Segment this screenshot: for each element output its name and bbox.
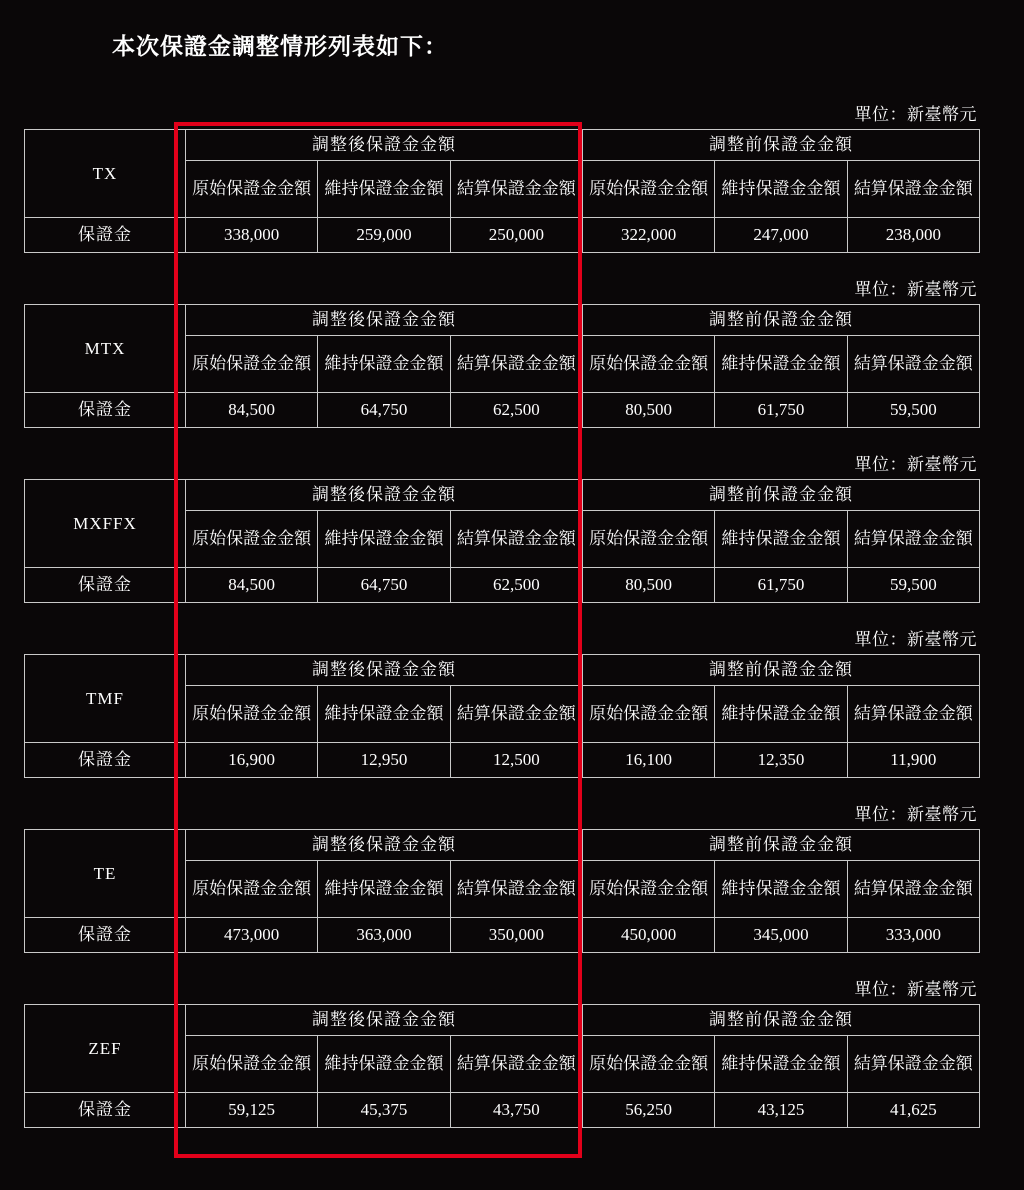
col-header-before-initial: 原始保證金金額 <box>582 861 714 918</box>
col-header-after-maintenance: 維持保證金金額 <box>318 336 450 393</box>
value-after-settlement: 250,000 <box>450 218 582 253</box>
value-after-initial: 84,500 <box>186 568 318 603</box>
col-header-after-maintenance: 維持保證金金額 <box>318 1036 450 1093</box>
col-header-before-settlement: 結算保證金金額 <box>847 1036 979 1093</box>
col-header-before-initial: 原始保證金金額 <box>582 686 714 743</box>
col-header-before-maintenance: 維持保證金金額 <box>715 686 847 743</box>
value-after-initial: 59,125 <box>186 1093 318 1128</box>
margin-table <box>24 479 980 603</box>
unit-label: 單位：新臺幣元 <box>854 980 977 999</box>
value-after-maintenance: 259,000 <box>318 218 450 253</box>
value-before-settlement: 59,500 <box>847 568 979 603</box>
group-header-after: 調整後保證金金額 <box>186 130 583 161</box>
value-before-initial: 80,500 <box>582 393 714 428</box>
value-before-maintenance: 61,750 <box>715 568 847 603</box>
unit-label: 單位：新臺幣元 <box>854 105 977 124</box>
value-after-settlement: 12,500 <box>450 743 582 778</box>
table-row <box>25 655 980 686</box>
col-header-before-settlement: 結算保證金金額 <box>847 686 979 743</box>
margin-table-block <box>24 975 980 1128</box>
group-header-before: 調整前保證金金額 <box>582 305 979 336</box>
margin-tables-container <box>24 100 980 1150</box>
col-header-before-initial: 原始保證金金額 <box>582 511 714 568</box>
col-header-before-settlement: 結算保證金金額 <box>847 336 979 393</box>
value-after-maintenance: 64,750 <box>318 568 450 603</box>
value-after-settlement: 62,500 <box>450 568 582 603</box>
value-before-maintenance: 345,000 <box>715 918 847 953</box>
value-after-maintenance: 64,750 <box>318 393 450 428</box>
value-after-initial: 338,000 <box>186 218 318 253</box>
row-label: 保證金 <box>25 1093 186 1128</box>
row-label: 保證金 <box>25 218 186 253</box>
value-before-maintenance: 247,000 <box>715 218 847 253</box>
col-header-before-initial: 原始保證金金額 <box>582 1036 714 1093</box>
table-row <box>25 218 980 253</box>
value-after-initial: 16,900 <box>186 743 318 778</box>
margin-table <box>24 304 980 428</box>
margin-table-block <box>24 450 980 603</box>
value-after-maintenance: 45,375 <box>318 1093 450 1128</box>
value-after-settlement: 350,000 <box>450 918 582 953</box>
value-before-maintenance: 12,350 <box>715 743 847 778</box>
table-row <box>25 130 980 161</box>
col-header-after-initial: 原始保證金金額 <box>186 336 318 393</box>
table-row <box>25 743 980 778</box>
col-header-before-settlement: 結算保證金金額 <box>847 861 979 918</box>
col-header-after-settlement: 結算保證金金額 <box>450 686 582 743</box>
table-row <box>25 568 980 603</box>
unit-label: 單位：新臺幣元 <box>854 280 977 299</box>
value-after-maintenance: 363,000 <box>318 918 450 953</box>
value-after-initial: 473,000 <box>186 918 318 953</box>
margin-table <box>24 829 980 953</box>
unit-label: 單位：新臺幣元 <box>854 630 977 649</box>
group-header-after: 調整後保證金金額 <box>186 1005 583 1036</box>
col-header-before-maintenance: 維持保證金金額 <box>715 336 847 393</box>
col-header-before-settlement: 結算保證金金額 <box>847 161 979 218</box>
col-header-before-maintenance: 維持保證金金額 <box>715 861 847 918</box>
table-row <box>25 918 980 953</box>
margin-table <box>24 129 980 253</box>
col-header-after-initial: 原始保證金金額 <box>186 161 318 218</box>
unit-label: 單位：新臺幣元 <box>854 455 977 474</box>
group-header-after: 調整後保證金金額 <box>186 480 583 511</box>
value-after-initial: 84,500 <box>186 393 318 428</box>
value-after-settlement: 43,750 <box>450 1093 582 1128</box>
symbol-cell: MTX <box>25 305 186 393</box>
value-before-maintenance: 43,125 <box>715 1093 847 1128</box>
group-header-before: 調整前保證金金額 <box>582 1005 979 1036</box>
value-before-maintenance: 61,750 <box>715 393 847 428</box>
value-before-settlement: 333,000 <box>847 918 979 953</box>
unit-label: 單位：新臺幣元 <box>854 805 977 824</box>
col-header-before-initial: 原始保證金金額 <box>582 336 714 393</box>
row-label: 保證金 <box>25 743 186 778</box>
value-before-initial: 450,000 <box>582 918 714 953</box>
group-header-before: 調整前保證金金額 <box>582 655 979 686</box>
symbol-cell: ZEF <box>25 1005 186 1093</box>
col-header-before-maintenance: 維持保證金金額 <box>715 161 847 218</box>
margin-table-block <box>24 800 980 953</box>
group-header-after: 調整後保證金金額 <box>186 830 583 861</box>
col-header-after-settlement: 結算保證金金額 <box>450 861 582 918</box>
value-before-settlement: 41,625 <box>847 1093 979 1128</box>
symbol-cell: MXFFX <box>25 480 186 568</box>
table-row <box>25 1005 980 1036</box>
value-before-settlement: 11,900 <box>847 743 979 778</box>
value-before-initial: 80,500 <box>582 568 714 603</box>
table-row <box>25 393 980 428</box>
col-header-after-maintenance: 維持保證金金額 <box>318 686 450 743</box>
group-header-after: 調整後保證金金額 <box>186 305 583 336</box>
margin-table-block <box>24 275 980 428</box>
value-before-settlement: 59,500 <box>847 393 979 428</box>
symbol-cell: TE <box>25 830 186 918</box>
col-header-after-maintenance: 維持保證金金額 <box>318 861 450 918</box>
col-header-before-settlement: 結算保證金金額 <box>847 511 979 568</box>
col-header-after-maintenance: 維持保證金金額 <box>318 161 450 218</box>
col-header-after-initial: 原始保證金金額 <box>186 511 318 568</box>
group-header-before: 調整前保證金金額 <box>582 130 979 161</box>
group-header-before: 調整前保證金金額 <box>582 480 979 511</box>
row-label: 保證金 <box>25 568 186 603</box>
value-after-settlement: 62,500 <box>450 393 582 428</box>
symbol-cell: TX <box>25 130 186 218</box>
value-before-initial: 322,000 <box>582 218 714 253</box>
value-before-initial: 56,250 <box>582 1093 714 1128</box>
col-header-after-initial: 原始保證金金額 <box>186 686 318 743</box>
group-header-after: 調整後保證金金額 <box>186 655 583 686</box>
margin-table <box>24 654 980 778</box>
value-after-maintenance: 12,950 <box>318 743 450 778</box>
col-header-after-initial: 原始保證金金額 <box>186 1036 318 1093</box>
col-header-before-maintenance: 維持保證金金額 <box>715 1036 847 1093</box>
col-header-after-settlement: 結算保證金金額 <box>450 511 582 568</box>
col-header-after-maintenance: 維持保證金金額 <box>318 511 450 568</box>
col-header-before-maintenance: 維持保證金金額 <box>715 511 847 568</box>
margin-table-block <box>24 100 980 253</box>
value-before-initial: 16,100 <box>582 743 714 778</box>
table-row <box>25 480 980 511</box>
col-header-before-initial: 原始保證金金額 <box>582 161 714 218</box>
col-header-after-settlement: 結算保證金金額 <box>450 161 582 218</box>
row-label: 保證金 <box>25 393 186 428</box>
page-title: 本次保證金調整情形列表如下： <box>112 34 448 59</box>
col-header-after-settlement: 結算保證金金額 <box>450 336 582 393</box>
value-before-settlement: 238,000 <box>847 218 979 253</box>
group-header-before: 調整前保證金金額 <box>582 830 979 861</box>
table-row <box>25 305 980 336</box>
table-row <box>25 1093 980 1128</box>
margin-table <box>24 1004 980 1128</box>
margin-table-block <box>24 625 980 778</box>
row-label: 保證金 <box>25 918 186 953</box>
col-header-after-settlement: 結算保證金金額 <box>450 1036 582 1093</box>
table-row <box>25 830 980 861</box>
symbol-cell: TMF <box>25 655 186 743</box>
col-header-after-initial: 原始保證金金額 <box>186 861 318 918</box>
